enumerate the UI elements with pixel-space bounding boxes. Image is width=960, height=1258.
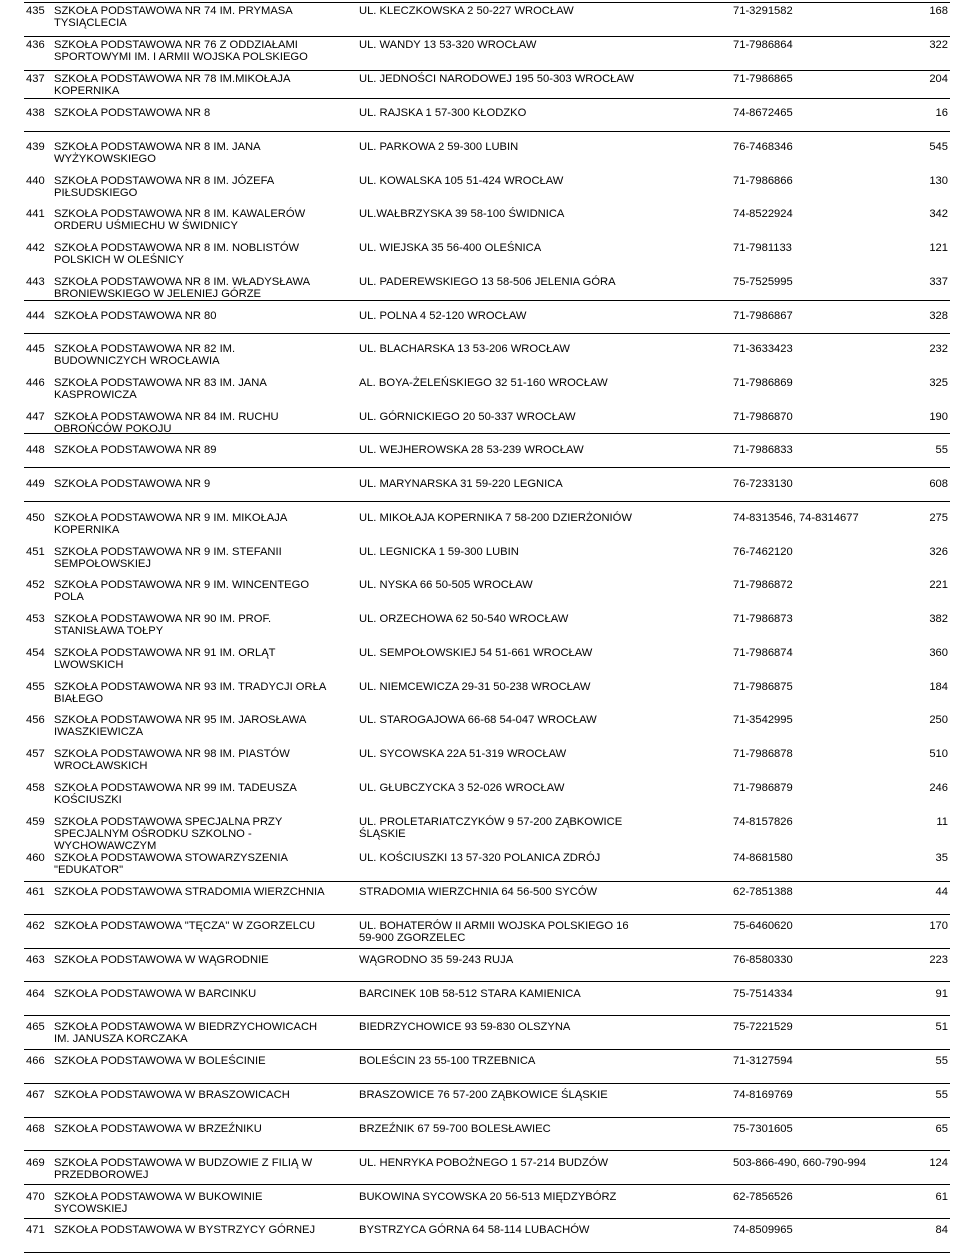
- cell-address: UL. POLNA 4 52-120 WROCŁAW: [359, 310, 527, 322]
- cell-count: 44: [935, 886, 948, 898]
- cell-name: SZKOŁA PODSTAWOWA NR 98 IM. PIASTÓW WROCŁAWSKICH: [54, 748, 290, 772]
- cell-address: UL. PADEREWSKIEGO 13 58-506 JELENIA GÓRA: [359, 276, 616, 288]
- cell-address: UL. STAROGAJOWA 66-68 54-047 WROCŁAW: [359, 714, 597, 726]
- cell-phone: 503-866-490, 660-790-994: [733, 1157, 867, 1169]
- cell-count: 221: [929, 579, 948, 591]
- row-separator: [24, 501, 950, 502]
- cell-phone: 71-3542995: [733, 714, 793, 726]
- cell-address: AL. BOYA-ŻELEŃSKIEGO 32 51-160 WROCŁAW: [359, 377, 608, 389]
- cell-count: 65: [935, 1123, 948, 1135]
- cell-num: 461: [26, 886, 45, 898]
- cell-name: SZKOŁA PODSTAWOWA NR 83 IM. JANA KASPROWICZA: [54, 377, 267, 401]
- cell-address: BIEDRZYCHOWICE 93 59-830 OLSZYNA: [359, 1021, 571, 1033]
- cell-phone: 74-8313546, 74-8314677: [733, 512, 859, 524]
- cell-count: 246: [929, 782, 948, 794]
- cell-count: 328: [929, 310, 948, 322]
- cell-phone: 71-7986864: [733, 39, 793, 51]
- cell-address: BUKOWINA SYCOWSKA 20 56-513 MIĘDZYBÓRZ: [359, 1191, 617, 1203]
- cell-phone: 71-7986867: [733, 310, 793, 322]
- cell-name: SZKOŁA PODSTAWOWA NR 8 IM. JÓZEFA PIŁSUDSKIEGO: [54, 175, 275, 199]
- cell-num: 454: [26, 647, 45, 659]
- cell-count: 124: [929, 1157, 948, 1169]
- cell-name: SZKOŁA PODSTAWOWA NR 99 IM. TADEUSZA KOŚCIUSZKI: [54, 782, 297, 806]
- row-separator: [24, 1015, 950, 1016]
- cell-name: SZKOŁA PODSTAWOWA W BRZEŹNIKU: [54, 1123, 262, 1135]
- cell-name: SZKOŁA PODSTAWOWA NR 8 IM. NOBLISTÓW POLSKICH W OLEŚNICY: [54, 242, 300, 266]
- cell-phone: 76-7468346: [733, 141, 793, 153]
- cell-phone: 74-8509965: [733, 1224, 793, 1236]
- cell-address: UL. MIKOŁAJA KOPERNIKA 7 58-200 DZIERŻONIÓW: [359, 512, 632, 524]
- cell-name: SZKOŁA PODSTAWOWA W BYSTRZYCY GÓRNEJ: [54, 1224, 316, 1236]
- cell-count: 326: [929, 546, 948, 558]
- row-separator: [24, 70, 950, 71]
- cell-count: 325: [929, 377, 948, 389]
- cell-count: 55: [935, 1055, 948, 1067]
- cell-address: WĄGRODNO 35 59-243 RUJA: [359, 954, 514, 966]
- cell-address: UL. NIEMCEWICZA 29-31 50-238 WROCŁAW: [359, 681, 591, 693]
- cell-num: 453: [26, 613, 45, 625]
- cell-name: SZKOŁA PODSTAWOWA NR 9: [54, 478, 211, 490]
- cell-phone: 76-7233130: [733, 478, 793, 490]
- cell-name: SZKOŁA PODSTAWOWA W BARCINKU: [54, 988, 257, 1000]
- cell-num: 456: [26, 714, 45, 726]
- cell-count: 51: [935, 1021, 948, 1033]
- cell-address: BRZEŹNIK 67 59-700 BOLESŁAWIEC: [359, 1123, 551, 1135]
- row-separator: [24, 1252, 950, 1253]
- cell-address: UL. PARKOWA 2 59-300 LUBIN: [359, 141, 519, 153]
- cell-phone: 71-7986869: [733, 377, 793, 389]
- row-separator: [24, 467, 950, 468]
- cell-address: UL. HENRYKA POBOŻNEGO 1 57-214 BUDZÓW: [359, 1157, 609, 1169]
- cell-phone: 75-7514334: [733, 988, 793, 1000]
- cell-address: UL. KOWALSKA 105 51-424 WROCŁAW: [359, 175, 564, 187]
- cell-count: 11: [936, 816, 948, 828]
- cell-name: SZKOŁA PODSTAWOWA NR 8 IM. JANA WYŻYKOWSKIEGO: [54, 141, 261, 165]
- cell-num: 445: [26, 343, 45, 355]
- cell-phone: 75-6460620: [733, 920, 793, 932]
- cell-address: BRASZOWICE 76 57-200 ZĄBKOWICE ŚLĄSKIE: [359, 1089, 608, 1101]
- cell-address: UL. JEDNOŚCI NARODOWEJ 195 50-303 WROCŁAW: [359, 73, 634, 85]
- cell-name: SZKOŁA PODSTAWOWA NR 80: [54, 310, 217, 322]
- cell-phone: 76-7462120: [733, 546, 793, 558]
- cell-count: 35: [935, 852, 948, 864]
- cell-phone: 74-8157826: [733, 816, 793, 828]
- cell-num: 443: [26, 276, 45, 288]
- row-separator: [24, 1184, 950, 1185]
- cell-phone: 71-7981133: [733, 242, 792, 254]
- cell-name: SZKOŁA PODSTAWOWA STRADOMIA WIERZCHNIA: [54, 886, 325, 898]
- cell-address: UL. PROLETARIATCZYKÓW 9 57-200 ZĄBKOWICE ŚLĄSKIE: [359, 816, 623, 840]
- cell-phone: 76-8580330: [733, 954, 793, 966]
- cell-num: 452: [26, 579, 45, 591]
- cell-phone: 71-7986875: [733, 681, 793, 693]
- row-separator: [24, 914, 950, 915]
- cell-num: 440: [26, 175, 45, 187]
- cell-num: 465: [26, 1021, 45, 1033]
- row-separator: [24, 300, 950, 301]
- cell-num: 459: [26, 816, 45, 828]
- cell-phone: 71-7986873: [733, 613, 793, 625]
- cell-phone: 75-7525995: [733, 276, 793, 288]
- row-separator: [24, 333, 950, 334]
- cell-address: UL. KLECZKOWSKA 2 50-227 WROCŁAW: [359, 5, 574, 17]
- cell-num: 441: [26, 208, 45, 220]
- cell-count: 121: [929, 242, 948, 254]
- cell-count: 608: [929, 478, 948, 490]
- cell-count: 510: [929, 748, 948, 760]
- row-separator: [24, 131, 950, 132]
- cell-name: SZKOŁA PODSTAWOWA NR 82 IM. BUDOWNICZYCH WROCŁAWIA: [54, 343, 236, 367]
- row-separator: [24, 981, 950, 982]
- cell-name: SZKOŁA PODSTAWOWA W BRASZOWICACH: [54, 1089, 290, 1101]
- row-separator: [24, 948, 950, 949]
- cell-name: SZKOŁA PODSTAWOWA NR 89: [54, 444, 217, 456]
- cell-name: SZKOŁA PODSTAWOWA NR 9 IM. WINCENTEGO POLA: [54, 579, 310, 603]
- cell-phone: 71-7986878: [733, 748, 793, 760]
- cell-address: UL. WEJHEROWSKA 28 53-239 WROCŁAW: [359, 444, 584, 456]
- cell-count: 91: [935, 988, 948, 1000]
- row-separator: [24, 1083, 950, 1084]
- cell-num: 438: [26, 107, 45, 119]
- cell-name: SZKOŁA PODSTAWOWA "TĘCZA" W ZGORZELCU: [54, 920, 316, 932]
- cell-num: 458: [26, 782, 45, 794]
- cell-count: 16: [935, 107, 948, 119]
- cell-count: 223: [929, 954, 948, 966]
- cell-address: UL. GŁUBCZYCKA 3 52-026 WROCŁAW: [359, 782, 565, 794]
- cell-num: 439: [26, 141, 45, 153]
- cell-num: 436: [26, 39, 45, 51]
- cell-name: SZKOŁA PODSTAWOWA NR 90 IM. PROF. STANISŁAWA TOŁPY: [54, 613, 272, 637]
- cell-phone: 74-8522924: [733, 208, 793, 220]
- cell-phone: 62-7851388: [733, 886, 793, 898]
- row-separator: [24, 98, 950, 99]
- cell-num: 457: [26, 748, 45, 760]
- cell-num: 437: [26, 73, 45, 85]
- cell-num: 444: [26, 310, 45, 322]
- row-separator: [24, 1218, 950, 1219]
- cell-phone: 71-7986833: [733, 444, 793, 456]
- cell-count: 322: [929, 39, 948, 51]
- cell-phone: 71-7986866: [733, 175, 793, 187]
- cell-num: 462: [26, 920, 45, 932]
- cell-count: 342: [929, 208, 948, 220]
- row-separator: [24, 1049, 950, 1050]
- cell-phone: 71-7986879: [733, 782, 793, 794]
- cell-count: 168: [929, 5, 948, 17]
- cell-num: 469: [26, 1157, 45, 1169]
- cell-count: 55: [935, 444, 948, 456]
- cell-name: SZKOŁA PODSTAWOWA NR 91 IM. ORLĄT LWOWSKICH: [54, 647, 276, 671]
- row-separator: [24, 2, 950, 3]
- cell-phone: 71-7986865: [733, 73, 793, 85]
- cell-count: 204: [929, 73, 948, 85]
- cell-address: BOLEŚCIN 23 55-100 TRZEBNICA: [359, 1055, 536, 1067]
- cell-name: SZKOŁA PODSTAWOWA NR 8: [54, 107, 211, 119]
- cell-address: BARCINEK 10B 58-512 STARA KAMIENICA: [359, 988, 581, 1000]
- cell-count: 190: [929, 411, 948, 423]
- cell-phone: 74-8169769: [733, 1089, 793, 1101]
- cell-name: SZKOŁA PODSTAWOWA NR 76 Z ODDZIAŁAMI SPORTOWYMI IM. I ARMII WOJSKA POLSKIEGO: [54, 39, 308, 63]
- cell-phone: 75-7301605: [733, 1123, 793, 1135]
- cell-phone: 71-3127594: [733, 1055, 793, 1067]
- cell-num: 448: [26, 444, 45, 456]
- cell-num: 467: [26, 1089, 45, 1101]
- cell-num: 455: [26, 681, 45, 693]
- cell-phone: 74-8681580: [733, 852, 793, 864]
- cell-count: 130: [929, 175, 948, 187]
- cell-count: 545: [929, 141, 948, 153]
- cell-name: SZKOŁA PODSTAWOWA STOWARZYSZENIA "EDUKATOR": [54, 852, 288, 876]
- cell-phone: 74-8672465: [733, 107, 793, 119]
- cell-name: SZKOŁA PODSTAWOWA NR 9 IM. MIKOŁAJA KOPERNIKA: [54, 512, 288, 536]
- cell-address: UL.WAŁBRZYSKA 39 58-100 ŚWIDNICA: [359, 208, 565, 220]
- cell-num: 468: [26, 1123, 45, 1135]
- cell-count: 84: [935, 1224, 948, 1236]
- cell-name: SZKOŁA PODSTAWOWA NR 93 IM. TRADYCJI ORŁA BIAŁEGO: [54, 681, 327, 705]
- cell-phone: 71-7986872: [733, 579, 793, 591]
- cell-name: SZKOŁA PODSTAWOWA NR 8 IM. WŁADYSŁAWA BRONIEWSKIEGO W JELENIEJ GÓRZE: [54, 276, 311, 300]
- cell-num: 435: [26, 5, 45, 17]
- cell-address: UL. LEGNICKA 1 59-300 LUBIN: [359, 546, 519, 558]
- cell-name: SZKOŁA PODSTAWOWA W BOLEŚCINIE: [54, 1055, 266, 1067]
- cell-num: 451: [26, 546, 45, 558]
- cell-num: 463: [26, 954, 45, 966]
- cell-phone: 71-7986870: [733, 411, 793, 423]
- cell-num: 446: [26, 377, 45, 389]
- cell-phone: 71-3633423: [733, 343, 793, 355]
- cell-address: UL. WIEJSKA 35 56-400 OLEŚNICA: [359, 242, 542, 254]
- cell-name: SZKOŁA PODSTAWOWA NR 78 IM.MIKOŁAJA KOPERNIKA: [54, 73, 291, 97]
- cell-num: 471: [26, 1224, 45, 1236]
- cell-count: 337: [929, 276, 948, 288]
- cell-address: UL. RAJSKA 1 57-300 KŁODZKO: [359, 107, 527, 119]
- cell-name: SZKOŁA PODSTAWOWA NR 9 IM. STEFANII SEMPOŁOWSKIEJ: [54, 546, 282, 570]
- row-separator: [24, 1117, 950, 1118]
- cell-name: SZKOŁA PODSTAWOWA NR 84 IM. RUCHU OBROŃCÓW POKOJU: [54, 411, 279, 435]
- cell-name: SZKOŁA PODSTAWOWA W BIEDRZYCHOWICACH IM. JANUSZA KORCZAKA: [54, 1021, 318, 1045]
- cell-count: 55: [935, 1089, 948, 1101]
- cell-address: UL. MARYNARSKA 31 59-220 LEGNICA: [359, 478, 563, 490]
- cell-address: UL. KOŚCIUSZKI 13 57-320 POLANICA ZDRÓJ: [359, 852, 601, 864]
- cell-num: 447: [26, 411, 45, 423]
- cell-address: UL. BLACHARSKA 13 53-206 WROCŁAW: [359, 343, 570, 355]
- cell-num: 442: [26, 242, 45, 254]
- cell-count: 275: [929, 512, 948, 524]
- cell-phone: 75-7221529: [733, 1021, 793, 1033]
- cell-address: UL. NYSKA 66 50-505 WROCŁAW: [359, 579, 533, 591]
- cell-num: 466: [26, 1055, 45, 1067]
- cell-name: SZKOŁA PODSTAWOWA W BUKOWINIE SYCOWSKIEJ: [54, 1191, 263, 1215]
- cell-phone: 71-7986874: [733, 647, 793, 659]
- cell-count: 360: [929, 647, 948, 659]
- cell-name: SZKOŁA PODSTAWOWA W WĄGRODNIE: [54, 954, 269, 966]
- cell-address: UL. ORZECHOWA 62 50-540 WROCŁAW: [359, 613, 569, 625]
- cell-num: 449: [26, 478, 45, 490]
- cell-count: 232: [929, 343, 948, 355]
- cell-num: 460: [26, 852, 45, 864]
- cell-num: 470: [26, 1191, 45, 1203]
- row-separator: [24, 36, 950, 37]
- cell-name: SZKOŁA PODSTAWOWA W BUDZOWIE Z FILIĄ W PRZEDBOROWEJ: [54, 1157, 313, 1181]
- cell-count: 170: [929, 920, 948, 932]
- row-separator: [24, 881, 950, 882]
- cell-address: STRADOMIA WIERZCHNIA 64 56-500 SYCÓW: [359, 886, 598, 898]
- cell-num: 464: [26, 988, 45, 1000]
- cell-num: 450: [26, 512, 45, 524]
- cell-count: 184: [929, 681, 948, 693]
- cell-name: SZKOŁA PODSTAWOWA SPECJALNA PRZY SPECJALNYM OŚRODKU SZKOLNO - WYCHOWAWCZYM: [54, 816, 283, 852]
- cell-name: SZKOŁA PODSTAWOWA NR 8 IM. KAWALERÓW ORDERU UŚMIECHU W ŚWIDNICY: [54, 208, 306, 232]
- cell-address: UL. SEMPOŁOWSKIEJ 54 51-661 WROCŁAW: [359, 647, 593, 659]
- cell-phone: 71-3291582: [733, 5, 793, 17]
- cell-address: UL. SYCOWSKA 22A 51-319 WROCŁAW: [359, 748, 567, 760]
- cell-count: 61: [935, 1191, 948, 1203]
- cell-address: UL. GÓRNICKIEGO 20 50-337 WROCŁAW: [359, 411, 576, 423]
- cell-name: SZKOŁA PODSTAWOWA NR 95 IM. JAROSŁAWA IWASZKIEWICZA: [54, 714, 307, 738]
- cell-name: SZKOŁA PODSTAWOWA NR 74 IM. PRYMASA TYSIĄCLECIA: [54, 5, 293, 29]
- cell-address: BYSTRZYCA GÓRNA 64 58-114 LUBACHÓW: [359, 1224, 590, 1236]
- cell-address: UL. BOHATERÓW II ARMII WOJSKA POLSKIEGO 16 59-900 ZGORZELEC: [359, 920, 629, 944]
- cell-count: 250: [929, 714, 948, 726]
- cell-address: UL. WANDY 13 53-320 WROCŁAW: [359, 39, 537, 51]
- row-separator: [24, 1150, 950, 1151]
- cell-count: 382: [929, 613, 948, 625]
- cell-phone: 62-7856526: [733, 1191, 793, 1203]
